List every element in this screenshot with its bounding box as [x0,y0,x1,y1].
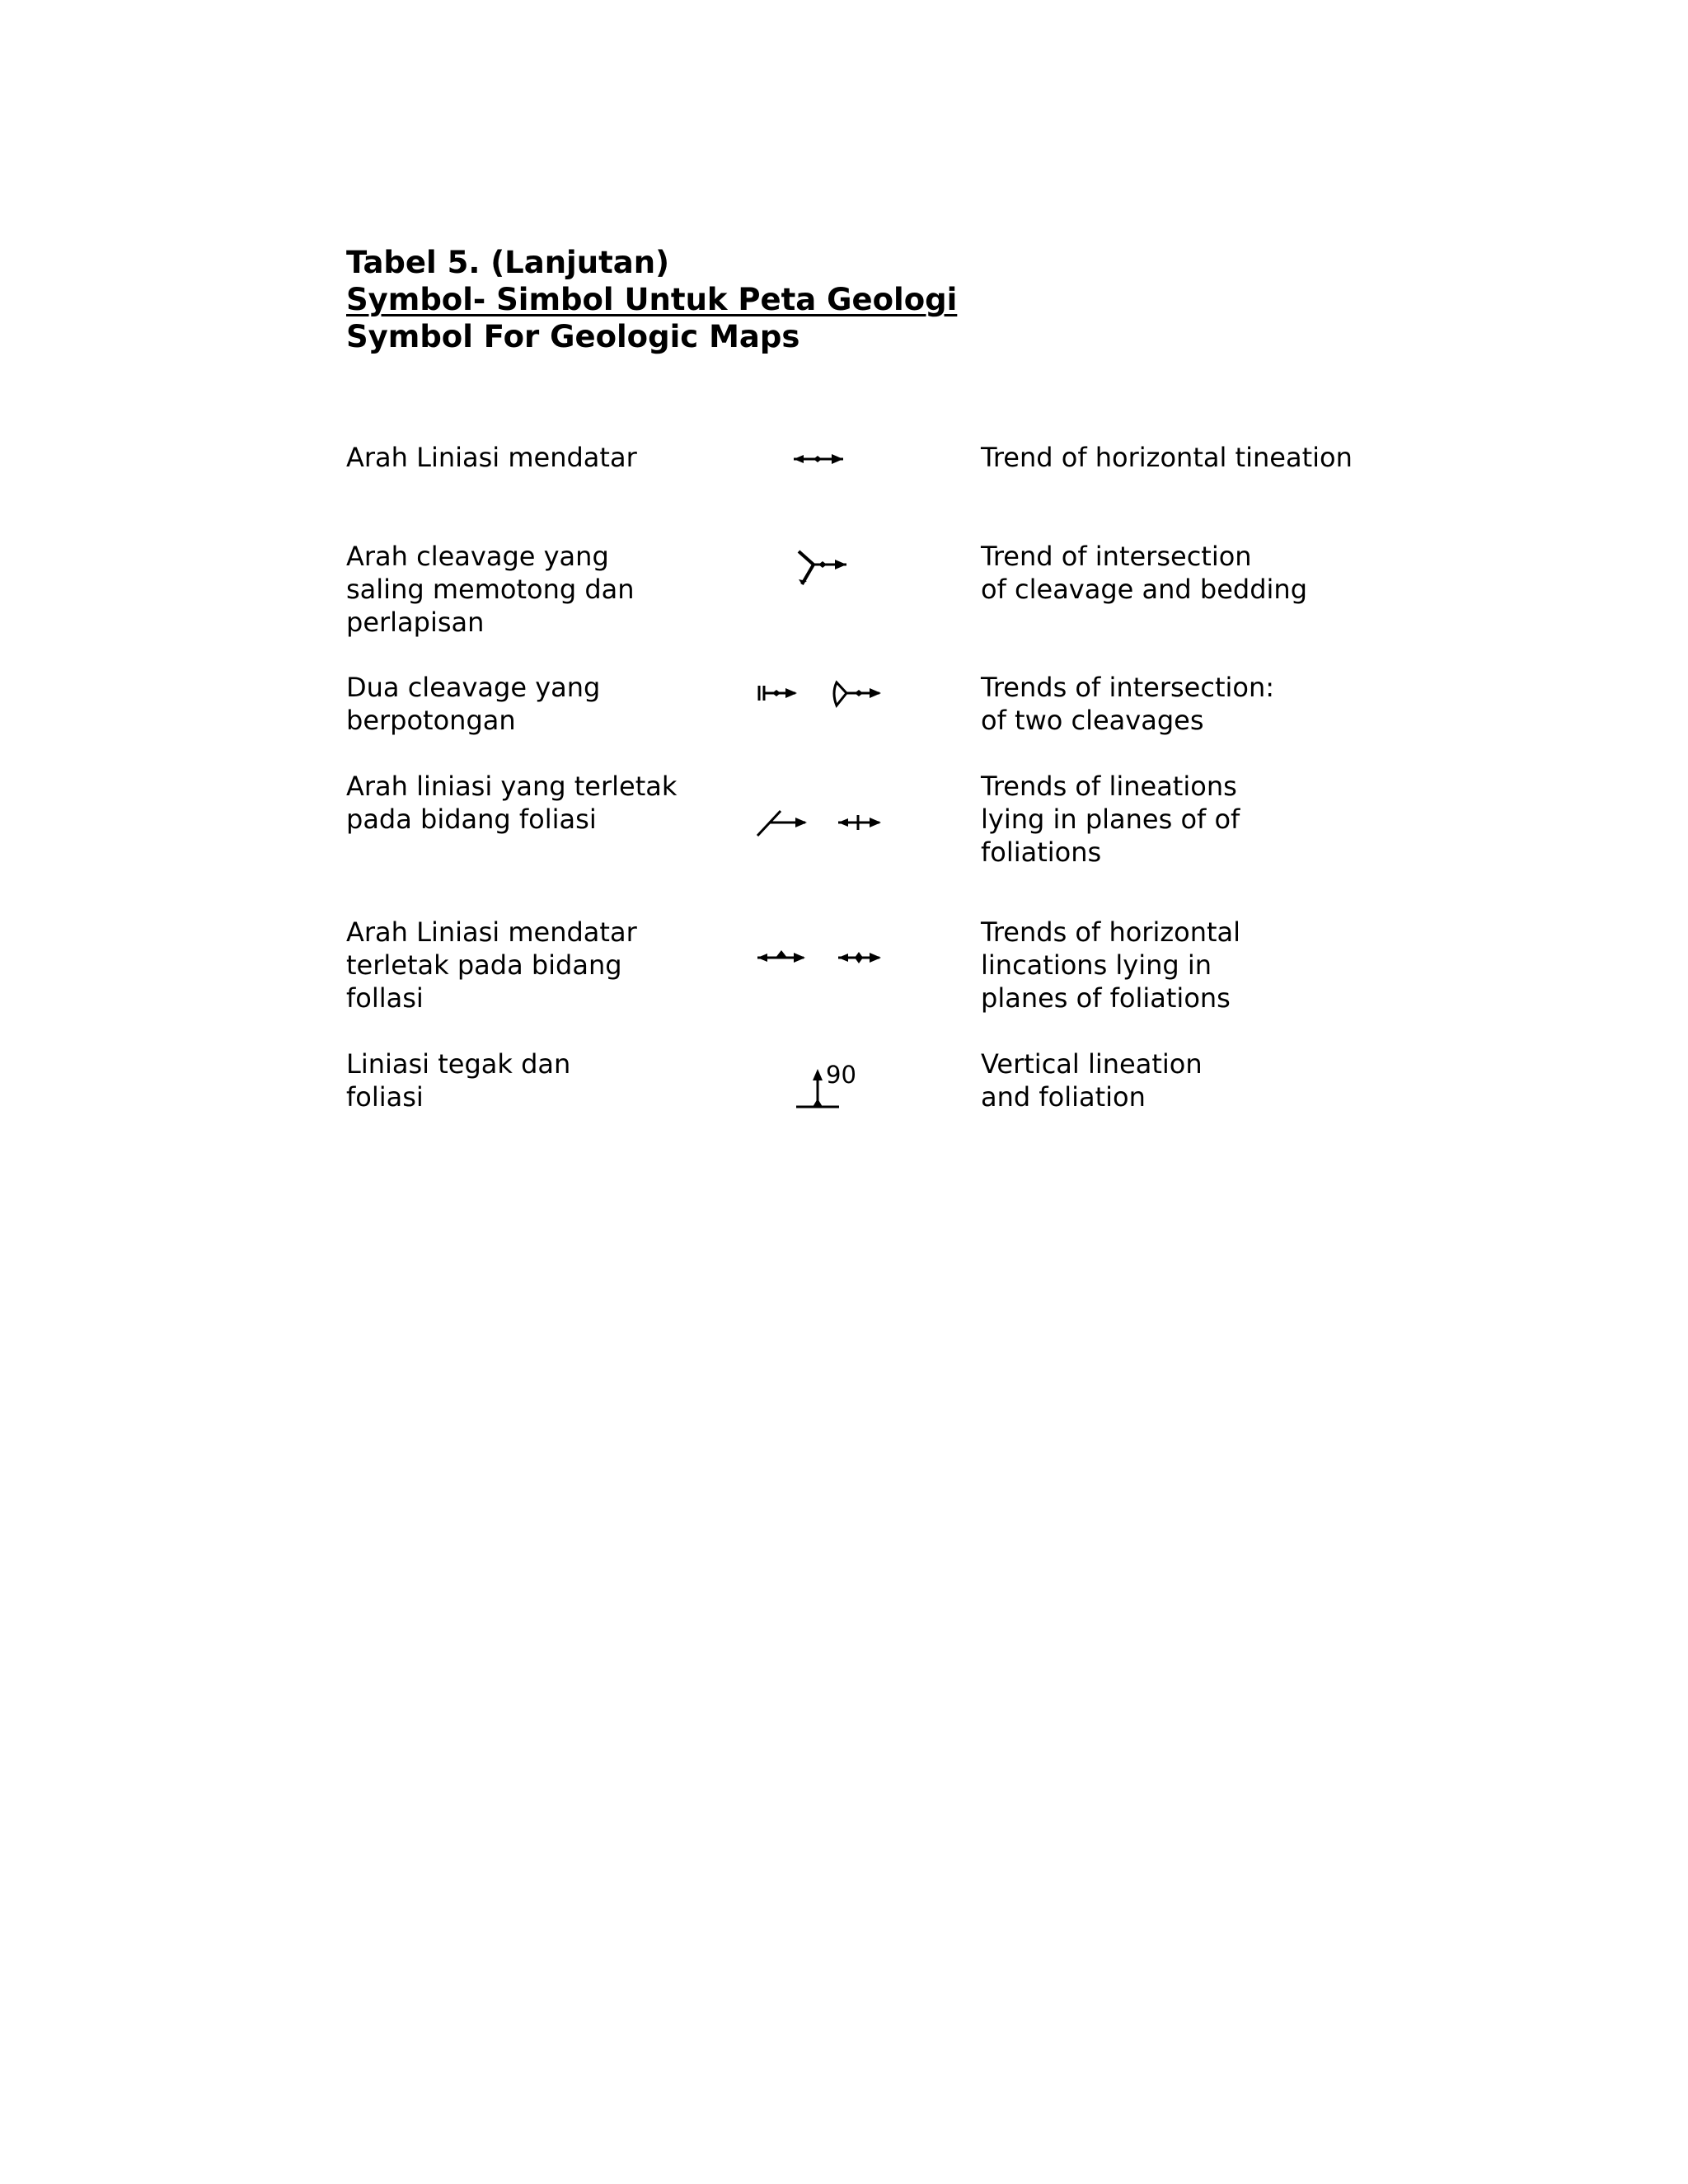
row-label-indonesian: Arah cleavage yang saling memotong dan perlapisan [346,541,635,638]
row-label-indonesian: Dua cleavage yang berpotongan [346,672,601,736]
horizontal-lineation-arrow-icon [787,448,853,472]
table-number-title: Tabel 5. (Lanjutan) [346,245,669,280]
row-label-english: Vertical lineation and foliation [981,1048,1203,1113]
horizontal-lineation-in-foliation-icon [754,945,886,970]
row-label-english: Trend of intersection of cleavage and bedding [981,541,1307,605]
row-label-english: Trends of horizontal lincations lying in planes of foliations [981,916,1241,1014]
row-label-english: Trend of horizontal tineation [981,442,1353,473]
vertical-lineation-foliation-icon [791,1056,874,1113]
lineation-in-foliation-icon [754,806,886,839]
row-label-english: Trends of lineations lying in planes of of foliations [981,771,1240,868]
row-label-indonesian: Liniasi tegak dan foliasi [346,1048,571,1113]
table-heading [346,244,957,355]
table-title-indonesian: Symbol- Simbol Untuk Peta Geologi [346,282,958,317]
row-label-indonesian: Arah Liniasi mendatar [346,442,637,473]
row-label-indonesian: Arah liniasi yang terletak pada bidang foliasi [346,771,678,835]
dip-angle-label: 90 [826,1061,856,1089]
row-label-indonesian: Arah Liniasi mendatar terletak pada bidang follasi [346,916,637,1014]
two-cleavages-intersection-icon [754,676,886,709]
table-title-english: Symbol For Geologic Maps [346,319,800,354]
row-label-english: Trends of intersection: of two cleavages [981,672,1275,736]
cleavage-bedding-intersection-icon [795,546,857,592]
